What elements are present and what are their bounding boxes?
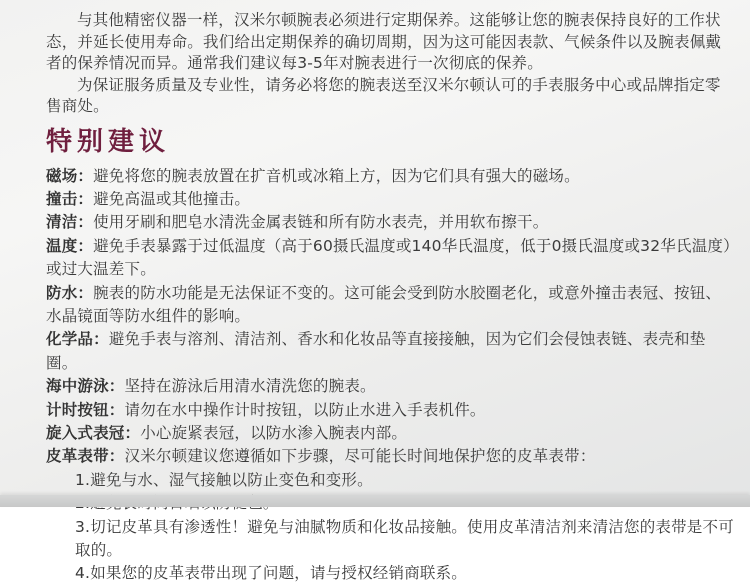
tip-screw-in-crown (46, 422, 734, 445)
special-advice-list (46, 165, 734, 586)
tip-label: 旋入式表冠： (46, 423, 141, 442)
tip-cleaning (46, 211, 734, 234)
tip-text: 小心旋紧表冠，以防水渗入腕表内部。 (140, 423, 408, 442)
intro-paragraph: 与其他精密仪器一样，汉米尔顿腕表必须进行定期保养。这能够让您的腕表保持良好的工作状态，并延长使用寿命。我们给出定期保养的确切周期，因为这可能因表款、气候条件以及腕表佩戴者的保养情况而异。通常我们建议每3-5年对腕表进行一次彻底的保养。 (46, 11, 722, 72)
tip-text: 腕表的防水功能是无法保证不变的。这可能会受到防水胶圈老化，或意外撞击表冠、按钮、水晶镜面等防水组件的影响。 (46, 283, 722, 325)
tip-text: 避免将您的腕表放置在扩音机或冰箱上方，因为它们具有强大的磁场。 (93, 166, 580, 185)
section-title: 特别建议 (46, 126, 171, 157)
tip-label: 磁场： (46, 166, 94, 185)
tip-label: 清洁： (46, 213, 94, 232)
tip-label: 防水： (46, 283, 94, 302)
tip-label: 撞击： (46, 189, 94, 208)
leather-step: 4.如果您的皮革表带出现了问题，请与授权经销商联系。 (75, 564, 467, 583)
intro-paragraph: 为保证服务质量及专业性，请务必将您的腕表送至汉米尔顿认可的手表服务中心或品牌指定零售商处。 (46, 75, 721, 115)
tip-text: 避免手表暴露于过低温度（高于60摄氏温度或140华氏温度，低于0摄氏温度或32华氏温度）或过大温差下。 (46, 236, 732, 279)
tip-label: 温度： (46, 236, 94, 255)
tip-sea-swimming (46, 375, 734, 398)
tip-chrono-pushers (46, 399, 734, 422)
leather-step: 1.避免与水、湿气接触以防止变色和变形。 (75, 470, 373, 489)
tip-text: 坚持在游泳后用清水清洗您的腕表。 (124, 377, 376, 396)
tip-leather-strap (46, 445, 734, 468)
leather-step: 3.切记皮革具有渗透性！避免与油腻物质和化妆品接触。使用皮革清洁剂来清洁您的表带是不可取的。 (75, 517, 734, 559)
tip-text: 避免高温或其他撞击。 (93, 189, 251, 208)
tip-chemicals (46, 328, 734, 375)
tip-text: 汉米尔顿建议您遵循如下步骤，尽可能长时间地保护您的皮革表带： (124, 447, 596, 466)
tip-magnetic-fields (46, 165, 734, 188)
tip-text: 请勿在水中操作计时按钮，以防止水进入手表机件。 (124, 400, 486, 419)
leather-strap-steps (46, 469, 734, 586)
bottom-shadow-bar (0, 495, 750, 507)
tip-water-resistance (46, 282, 734, 329)
tip-label: 计时按钮： (46, 400, 125, 419)
tip-impact (46, 188, 734, 211)
tip-text: 使用牙刷和肥皂水清洗金属表链和所有防水表壳，并用软布擦干。 (93, 213, 549, 232)
maintenance-intro (46, 10, 734, 118)
tip-text: 避免手表与溶剂、清洁剂、香水和化妆品等直接接触，因为它们会侵蚀表链、表壳和垫圈。 (46, 330, 706, 372)
tip-label: 皮革表带： (46, 447, 125, 466)
tip-label: 化学品： (46, 330, 109, 349)
tip-label: 海中游泳： (46, 377, 125, 396)
tip-temperature (46, 235, 734, 282)
